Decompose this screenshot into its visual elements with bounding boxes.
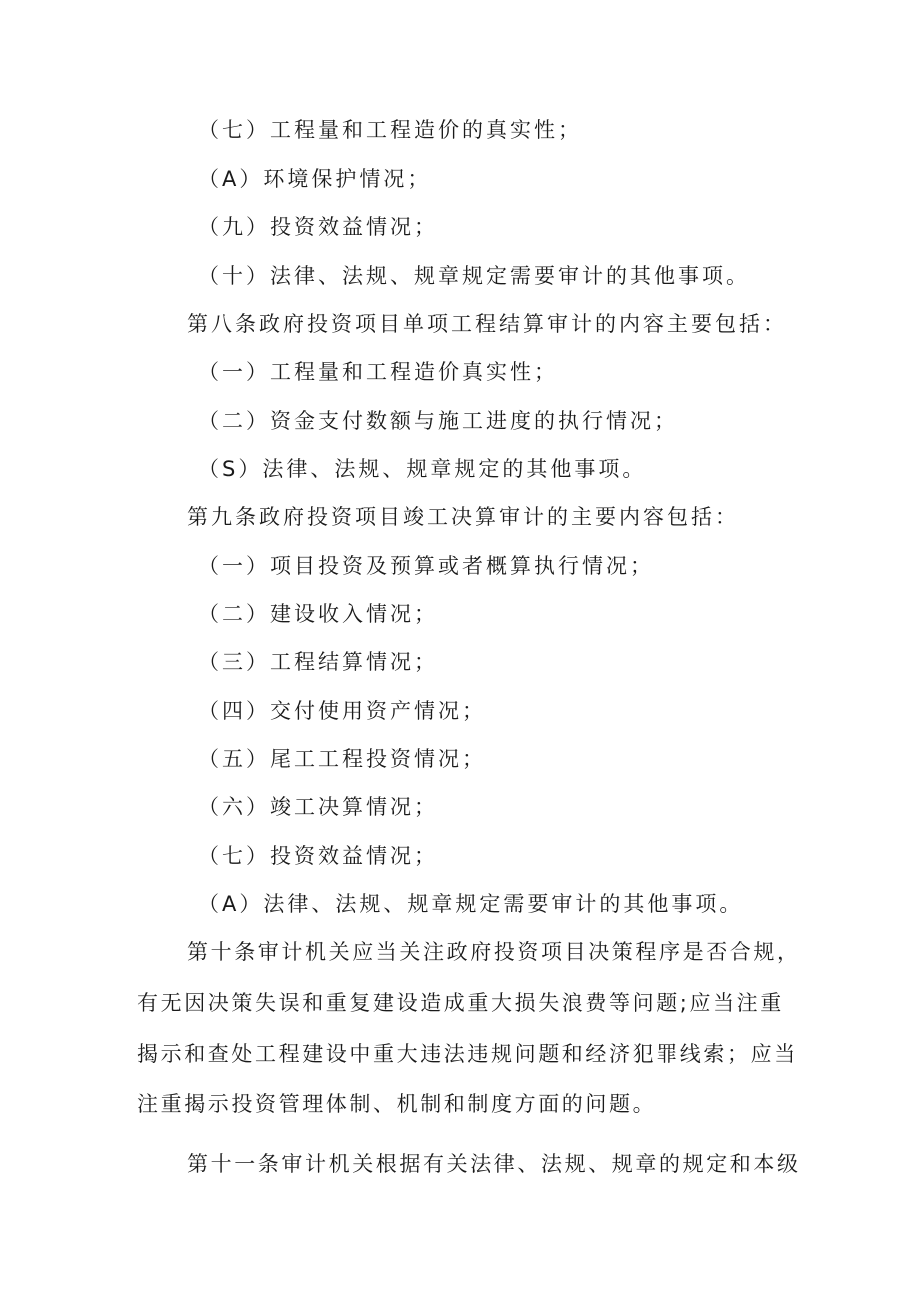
list-item: （六）竣工决算情况； xyxy=(198,795,438,819)
article-11-line: 第十一条审计机关根据有关法律、法规、规章的规定和本级 xyxy=(187,1152,801,1176)
article-10-line: 揭示和查处工程建设中重大违法违规问题和经济犯罪线索；应当 xyxy=(137,1042,798,1066)
list-item: （七）投资效益情况； xyxy=(198,844,438,868)
list-item: （二）资金支付数额与施工进度的执行情况； xyxy=(198,409,678,433)
list-item: （四）交付使用资产情况； xyxy=(198,699,486,723)
list-item: （二）建设收入情况； xyxy=(198,602,438,626)
list-item: （七）工程量和工程造价的真实性； xyxy=(198,118,582,142)
article-9-heading: 第九条政府投资项目竣工决算审计的主要内容包括： xyxy=(187,505,739,529)
list-item: （九）投资效益情况； xyxy=(198,215,438,239)
list-item: （五）尾工工程投资情况； xyxy=(198,747,486,771)
list-item: （S）法律、法规、规章规定的其他事项。 xyxy=(198,457,647,481)
article-10-line: 第十条审计机关应当关注政府投资项目决策程序是否合规， xyxy=(187,940,801,964)
article-8-heading: 第八条政府投资项目单项工程结算审计的内容主要包括： xyxy=(187,312,787,336)
list-item: （三）工程结算情况； xyxy=(198,650,438,674)
list-item: （A）环境保护情况； xyxy=(198,167,432,191)
list-item: （A）法律、法规、规章规定需要审计的其他事项。 xyxy=(198,892,744,916)
article-10-line: 注重揭示投资管理体制、机制和制度方面的问题。 xyxy=(137,1092,657,1116)
list-item: （一）项目投资及预算或者概算执行情况； xyxy=(198,554,654,578)
list-item: （一）工程量和工程造价真实性； xyxy=(198,360,558,384)
article-10-line: 有无因决策失误和重复建设造成重大损失浪费等问题;应当注重 xyxy=(137,991,784,1015)
list-item: （十）法律、法规、规章规定需要审计的其他事项。 xyxy=(198,264,750,288)
